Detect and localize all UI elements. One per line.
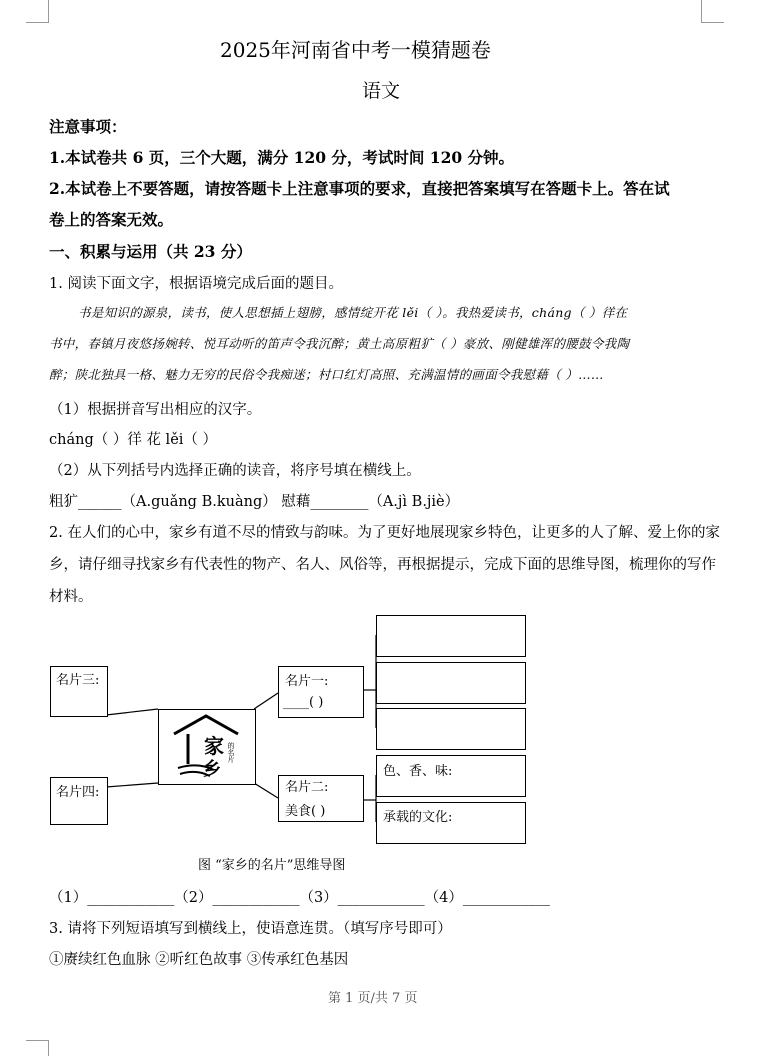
q3-options: ①赓续红色血脉 ②听红色故事 ③传承红色基因 <box>49 952 349 968</box>
q2-stem-line-1: 2. 在人们的心中，家乡有道不尽的情致与韵味。为了更好地展现家乡特色，让更多的人了解、爱上你的家 <box>49 525 720 541</box>
logo-small-text: 的名片 <box>227 742 235 763</box>
q1-stem: 1. 阅读下面文字，根据语境完成后面的题目。 <box>49 276 343 292</box>
right-box-4-label: 色、香、味: <box>383 764 453 779</box>
section-1-heading: 一、积累与运用（共 23 分） <box>49 242 252 261</box>
q1-sub1-prompt: （1）根据拼音写出相应的汉字。 <box>49 402 262 418</box>
card-1-label: 名片一: <box>285 674 329 689</box>
card-2-label: 名片二: <box>285 780 329 795</box>
crop-mark-bottom-left <box>26 1040 49 1056</box>
card-4-label: 名片四: <box>56 785 100 800</box>
q1-sub1-answer-line: cháng（ ）徉 花 lěi（ ） <box>49 432 218 448</box>
logo-char-xiang: 乡 <box>203 759 221 780</box>
subject-title: 语文 <box>362 80 401 102</box>
notes-item-1: 1.本试卷共 6 页，三个大题，满分 120 分，考试时间 120 分钟。 <box>49 148 515 167</box>
q1-sub2-prompt: （2）从下列括号内选择正确的读音，将序号填在横线上。 <box>49 463 421 479</box>
right-box-1 <box>376 615 526 657</box>
right-box-5-label: 承载的文化: <box>383 810 453 825</box>
card-3-label: 名片三: <box>56 673 100 688</box>
diagram-caption: 图 “家乡的名片”思维导图 <box>198 858 346 873</box>
q2-stem-line-3: 材料。 <box>49 589 93 605</box>
logo-char-jia: 家 <box>204 734 224 758</box>
document-title: 2025年河南省中考一模猜题卷 <box>220 38 491 62</box>
q1-sub2-answer-line: 粗犷______（A.guǎng B.kuàng） 慰藉________（A.jì B.jiè） <box>49 494 460 510</box>
notes-item-2-line-2: 卷上的答案无效。 <box>49 210 174 229</box>
q3-stem: 3. 请将下列短语填写到横线上，使语意连贯。（填写序号即可） <box>49 921 452 937</box>
card-2-food: 美食( ) <box>285 804 326 819</box>
q2-answer-line: （1）____________（2）____________（3）____________（4）____________ <box>49 890 550 906</box>
q1-passage-line-3: 醉；陕北独具一格、魅力无穷的民俗令我痴迷；村口红灯高照、充满温情的画面令我慰藉（ ）…… <box>49 367 604 382</box>
q1-passage-line-2: 书中，春镇月夜悠扬婉转、悦耳动听的笛声令我沉醉；黄土高原粗犷（ ）豪放、刚健雄浑的腰鼓令我陶 <box>49 336 630 351</box>
card-1-blank: ____( ) <box>283 695 324 710</box>
right-box-3 <box>376 708 526 750</box>
page-footer: 第 1 页/共 7 页 <box>328 991 418 1006</box>
q1-passage-line-1: 书是知识的源泉，读书，使人思想插上翅膀，感情绽开花 lěi（ ）。我热爱读书，cháng（ ）徉在 <box>78 305 628 320</box>
q2-stem-line-2: 乡，请仔细寻找家乡有代表性的物产、名人、风俗等，再根据提示，完成下面的思维导图，梳理你的写作 <box>49 557 716 573</box>
right-box-2 <box>376 662 526 704</box>
notes-item-2-line-1: 2.本试卷上不要答题，请按答题卡上注意事项的要求，直接把答案填写在答题卡上。答在试 <box>49 179 670 198</box>
notes-heading: 注意事项： <box>49 117 127 136</box>
